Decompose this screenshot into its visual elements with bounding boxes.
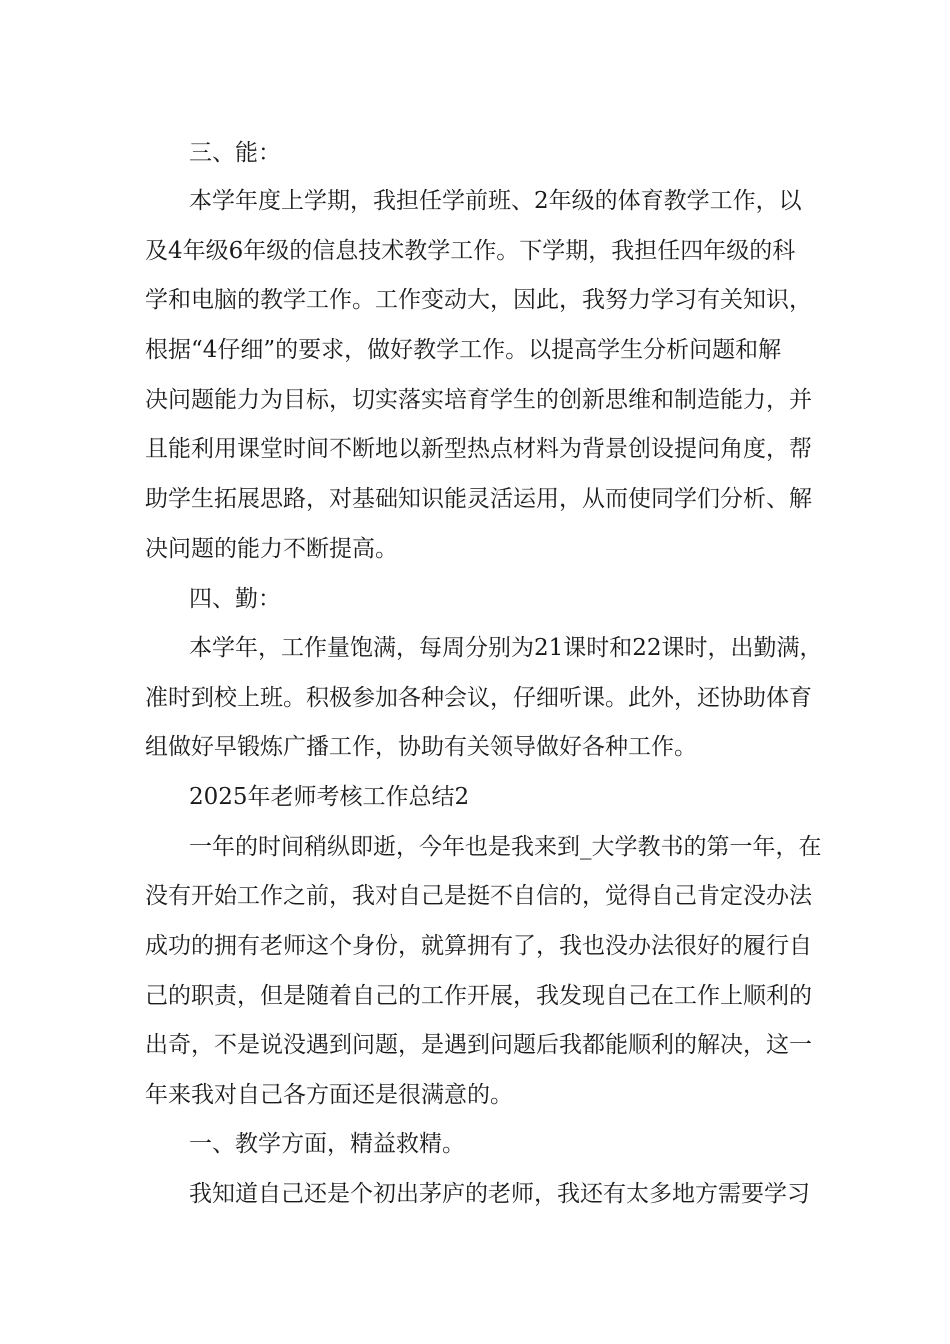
paragraph-line: 且能利用课堂时间不断地以新型热点材料为背景创设提问角度，帮 xyxy=(145,436,812,462)
paragraph-line: 组做好早锻炼广播工作，协助有关领导做好各种工作。 xyxy=(145,734,697,760)
paragraph-line: 年来我对自己各方面还是很满意的。 xyxy=(145,1082,513,1108)
paragraph-line: 及4年级6年级的信息技术教学工作。下学期，我担任四年级的科 xyxy=(145,238,796,264)
paragraph-line: 助学生拓展思路，对基础知识能灵活运用，从而使同学们分析、解 xyxy=(145,486,812,512)
paragraph-line: 本学年度上学期，我担任学前班、2年级的体育教学工作，以 xyxy=(189,188,802,214)
paragraph-line: 我知道自己还是个初出茅庐的老师，我还有太多地方需要学习 xyxy=(189,1181,810,1207)
paragraph-line: 学和电脑的教学工作。工作变动大，因此，我努力学习有关知识， xyxy=(145,287,812,313)
paragraph-line: 没有开始工作之前，我对自己是挺不自信的，觉得自己肯定没办法 xyxy=(145,883,812,909)
paragraph-line: 准时到校上班。积极参加各种会议，仔细听课。此外，还协助体育 xyxy=(145,685,812,711)
paragraph-line: 根据“4仔细”的要求，做好教学工作。以提高学生分析问题和解 xyxy=(145,337,782,363)
paragraph-line: 出奇，不是说没遇到问题，是遇到问题后我都能顺利的解决，这一 xyxy=(145,1032,812,1058)
paragraph-line: 一年的时间稍纵即逝，今年也是我来到_大学教书的第一年，在 xyxy=(189,834,822,860)
paragraph-line: 成功的拥有老师这个身份，就算拥有了，我也没办法很好的履行自 xyxy=(145,933,812,959)
article-title: 2025年老师考核工作总结2 xyxy=(189,784,470,810)
section-heading-teaching: 一、教学方面，精益救精。 xyxy=(189,1131,465,1157)
paragraph-line: 决问题能力为目标，切实落实培育学生的创新思维和制造能力，并 xyxy=(145,387,812,413)
paragraph-line: 决问题的能力不断提高。 xyxy=(145,536,398,562)
paragraph-line: 本学年，工作量饱满，每周分别为21课时和22课时，出勤满， xyxy=(189,635,823,661)
paragraph-line: 己的职责，但是随着自己的工作开展，我发现自己在工作上顺利的 xyxy=(145,983,812,1009)
section-heading-qin: 四、勤： xyxy=(189,586,281,612)
section-heading-neng: 三、能： xyxy=(189,140,281,166)
